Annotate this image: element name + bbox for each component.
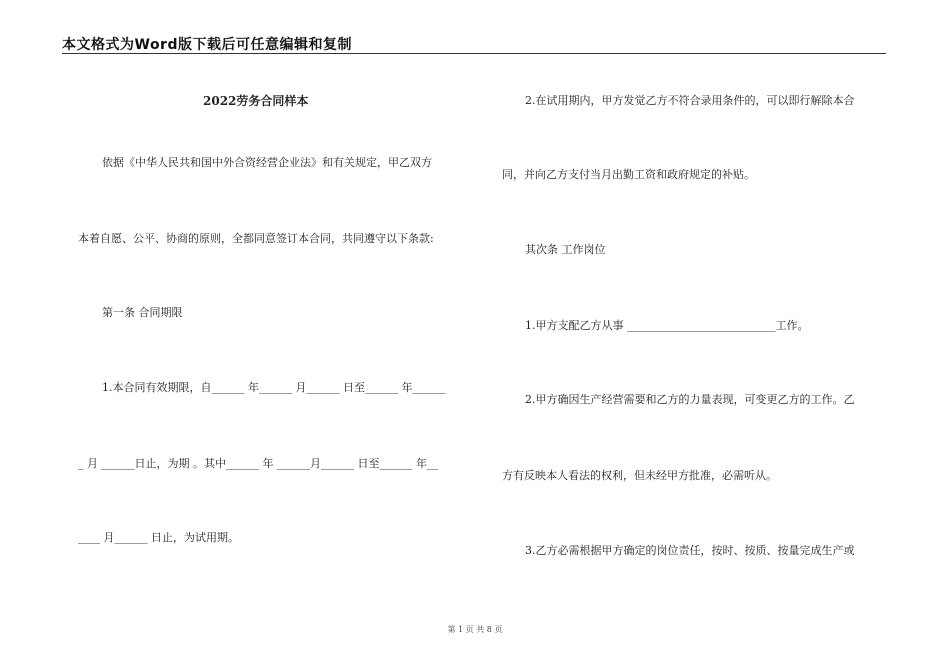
paragraph-line: 3.乙方必需根据甲方确定的岗位责任，按时、按质、按量完成生产或 (525, 544, 855, 557)
paragraph-line: 1.本合同有效期限，自______ 年______ 月______ 日至______ 年______ (102, 381, 446, 394)
document-header: 本文格式为Word版下载后可任意编辑和复制 (62, 37, 352, 53)
paragraph-line: 2.甲方确因生产经营需要和乙方的力量表现，可变更乙方的工作。乙 (525, 393, 855, 406)
paragraph-line: 1.甲方支配乙方从事 ___________________________工作。 (525, 319, 809, 332)
header-divider (62, 53, 886, 54)
paragraph-line: 依据《中华人民共和国中外合资经营企业法》和有关规定，甲乙双方 (102, 156, 432, 169)
paragraph-line: 本着自愿、公平、协商的原则，全都同意签订本合同，共同遵守以下条款: (78, 232, 434, 245)
paragraph-line: ____ 月______ 日止，为试用期。 (78, 531, 239, 544)
page-number: 第 1 页 共 8 页 (447, 625, 503, 634)
paragraph-line: 2.在试用期内，甲方发觉乙方不符合录用条件的，可以即行解除本合 (525, 94, 855, 107)
document-title: 2022劳务合同样本 (203, 94, 309, 108)
section-heading: 第一条 合同期限 (102, 306, 183, 319)
paragraph-line: _ 月 ______日止，为期 。其中______ 年 ______月______ 日至______ 年__ (78, 457, 438, 470)
paragraph-line: 方有反映本人看法的权利，但未经甲方批准，必需听从。 (502, 469, 777, 482)
section-heading: 其次条 工作岗位 (525, 243, 606, 256)
paragraph-line: 同，并向乙方支付当月出勤工资和政府规定的补贴。 (502, 168, 755, 181)
